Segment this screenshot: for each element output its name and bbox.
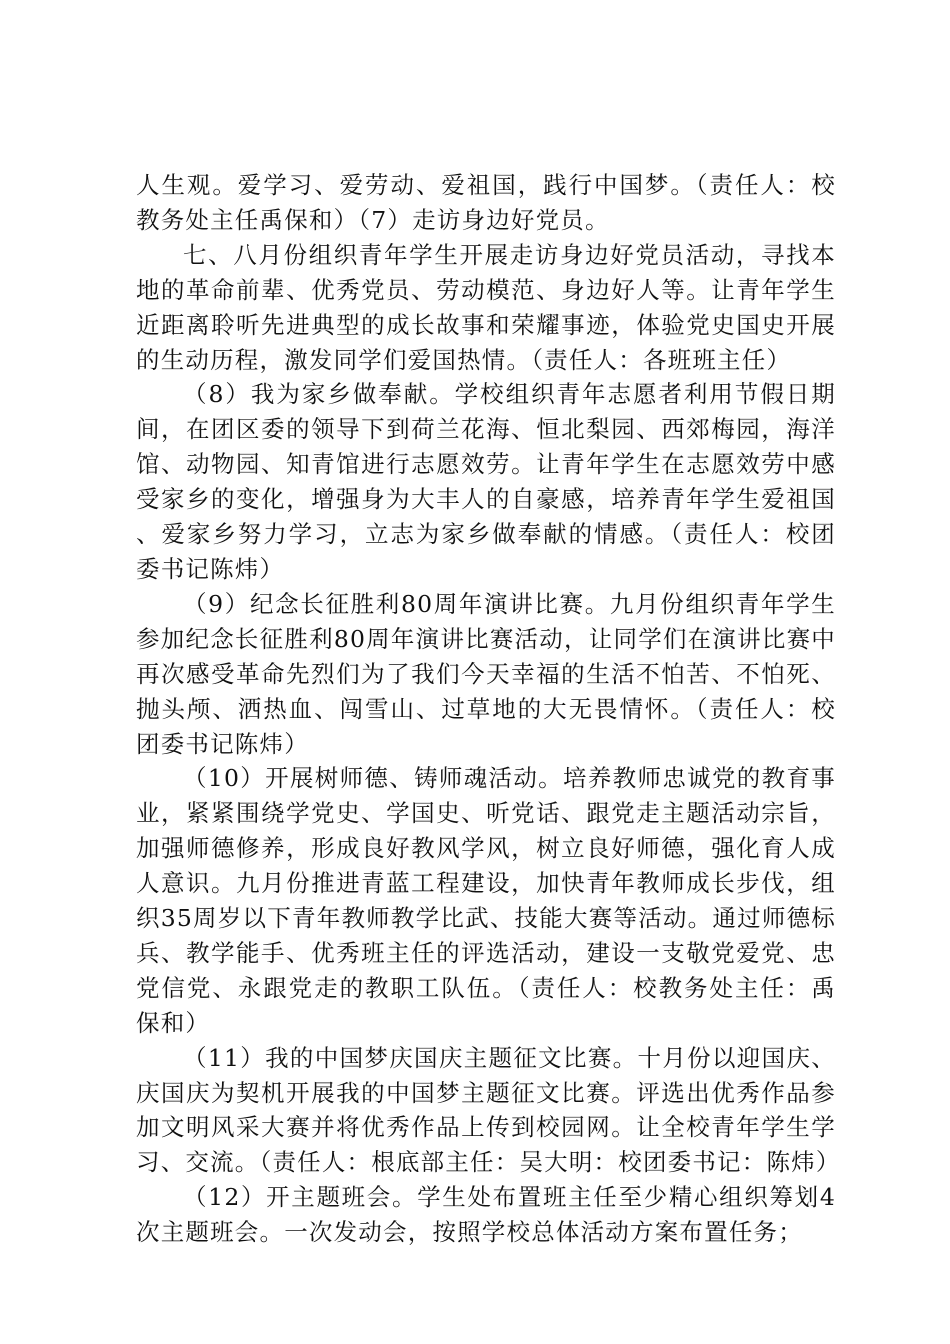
body-text [136, 168, 841, 1250]
paragraph-long-march-speech: （9）纪念长征胜利80周年演讲比赛。九月份组织青年学生参加纪念长征胜利80周年演讲比赛活动，让同学们在演讲比赛中再次感受革命先烈们为了我们今天幸福的生活不怕苦、不怕死、抛头颅、洒热血、闯雪山、过草地的大无畏情怀。（责任人：校团委书记陈炜） [136, 589, 836, 758]
paragraph-continuation: 人生观。爱学习、爱劳动、爱祖国，践行中国梦。（责任人：校教务处主任禹保和）（7）走访身边好党员。 [136, 171, 836, 234]
paragraph-class-meeting: （12）开主题班会。学生处布置班主任至少精心组织筹划4次主题班会。一次发动会，按照学校总体活动方案布置任务； [136, 1183, 836, 1247]
paragraph-essay-contest: （11）我的中国梦庆国庆主题征文比赛。十月份以迎国庆、庆国庆为契机开展我的中国梦主题征文比赛。评选出优秀作品参加文明风采大赛并将优秀作品上传到校园网。让全校青年学生学习、交流。（责任人：根底部主任：吴大明：校团委书记：陈炜） [136, 1043, 841, 1177]
paragraph-visit-party-members: 七、八月份组织青年学生开展走访身边好党员活动，寻找本地的革命前辈、优秀党员、劳动模范、身边好人等。让青年学生近距离聆听先进典型的成长故事和荣耀事迹，体验党史国史开展的生动历程，激发同学们爱国热情。（责任人：各班班主任） [136, 240, 836, 374]
paragraph-teacher-ethics: （10）开展树师德、铸师魂活动。培养教师忠诚党的教育事业，紧紧围绕学党史、学国史、听党话、跟党走主题活动宗旨，加强师德修养，形成良好教风学风，树立良好师德，强化育人成人意识。九月份推进青蓝工程建设，加快青年教师成长步伐，组织35周岁以下青年教师教学比武、技能大赛等活动。通过师德标兵、教学能手、优秀班主任的评选活动，建设一支敬党爱党、忠党信党、永跟党走的教职工队伍。（责任人：校教务处主任：禹保和） [136, 764, 836, 1037]
paragraph-hometown-contribution: （8）我为家乡做奉献。学校组织青年志愿者利用节假日期间，在团区委的领导下到荷兰花海、恒北梨园、西郊梅园，海洋馆、动物园、知青馆进行志愿效劳。让青年学生在志愿效劳中感受家乡的变化，增强身为大丰人的自豪感，培养青年学生爱祖国、爱家乡努力学习，立志为家乡做奉献的情感。（责任人：校团委书记陈炜） [136, 380, 836, 583]
